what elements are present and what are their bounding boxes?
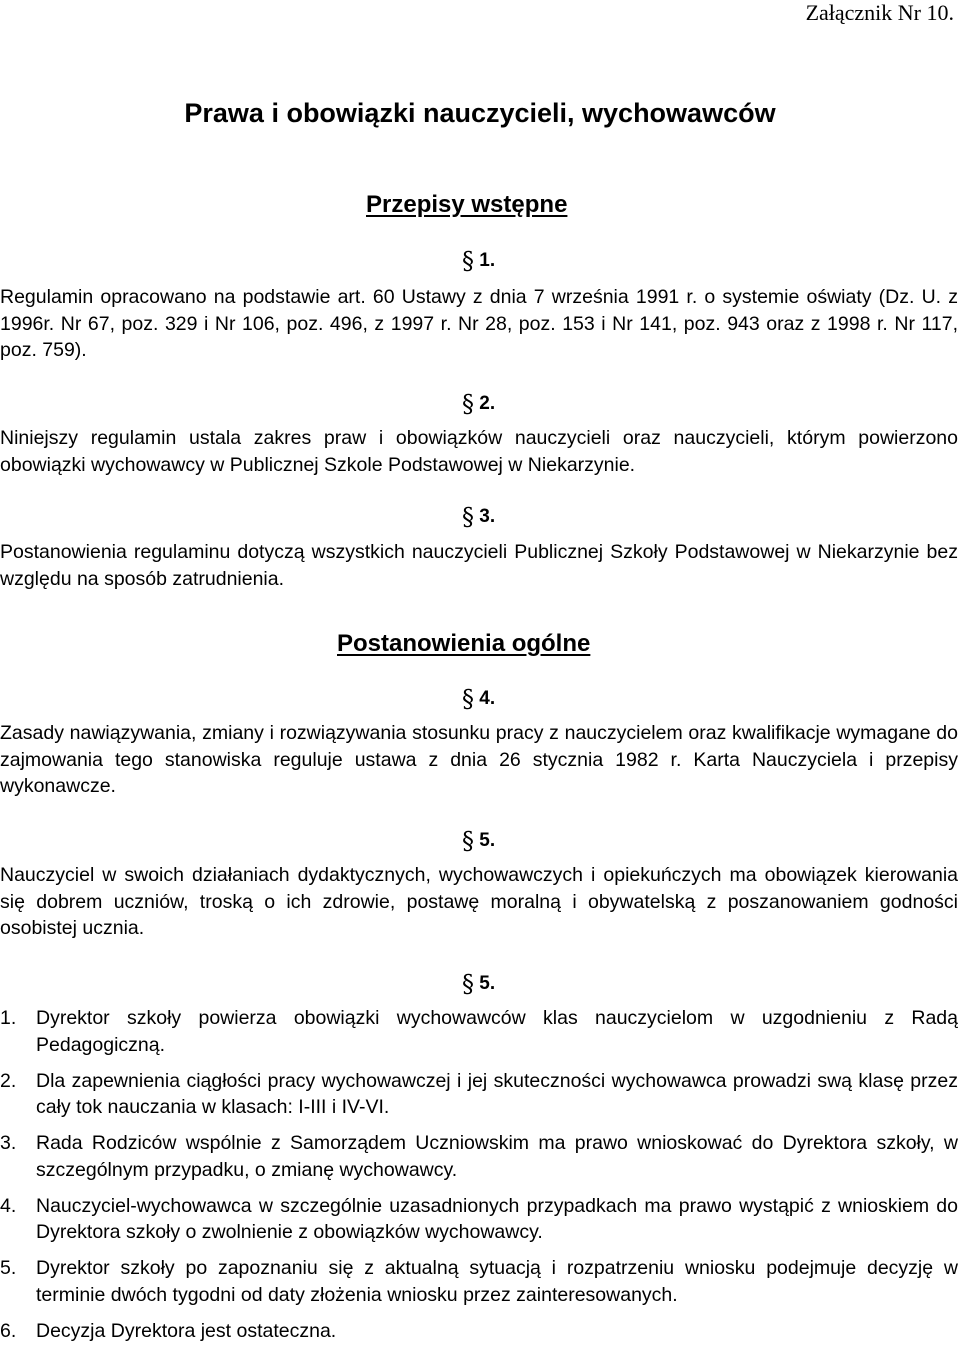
list-item-text: Rada Rodziców wspólnie z Samorządem Uczniowskim ma prawo wnioskować do Dyrektora szkoły, w szczególnym przypadku, o zmianę wychowawcy. — [36, 1132, 958, 1181]
paragraph-number: 1. — [479, 250, 496, 271]
list-item — [0, 1130, 958, 1183]
section-heading-general: Postanowienia ogólne — [337, 630, 591, 657]
list-item-text: Decyzja Dyrektora jest ostateczna. — [36, 1319, 337, 1342]
section-symbol: § — [462, 247, 474, 275]
paragraph-5-text: Nauczyciel w swoich działaniach dydaktycznych, wychowawczych i opiekuńczych ma obowiązek kierowania się dobrem uczniów, troską o ich zdrowie, postawę moralną i obywatelską z poszanowaniem godności osobistej ucznia. — [0, 864, 958, 939]
list-item — [0, 1255, 958, 1308]
list-item-text: Nauczyciel-wychowawca w szczególnie uzasadnionych przypadkach ma prawo wystąpić z wnioskiem do Dyrektora szkoły o zwolnienie z obowiązków wychowawcy. — [36, 1194, 958, 1243]
paragraph-4-text: Zasady nawiązywania, zmiany i rozwiązywania stosunku pracy z nauczycielem oraz kwalifikacje wymagane do zajmowania tego stanowiska reguluje ustawa z dnia 26 stycznia 1982 r. Karta Nauczyciela i przepisy wykonawcze. — [0, 722, 958, 797]
list-item-number: 6. — [0, 1319, 17, 1342]
section-symbol: § — [462, 970, 474, 998]
list-item-text: Dla zapewnienia ciągłości pracy wychowawczej i jej skuteczności wychowawca prowadzi swą klasę przez cały tok nauczania w klasach: I-III i IV-VI. — [36, 1069, 958, 1118]
paragraph-number: 2. — [479, 393, 496, 414]
paragraph-1-mark — [462, 247, 496, 275]
list-item-text: Dyrektor szkoły powierza obowiązki wychowawców klas nauczycielom w uzgodnieniu z Radą Pedagogiczną. — [36, 1007, 958, 1056]
paragraph-3-text: Postanowienia regulaminu dotyczą wszystkich nauczycieli Publicznej Szkoły Podstawowej w Niekarzynie bez względu na sposób zatrudnienia. — [0, 541, 958, 590]
section-heading-intro: Przepisy wstępne — [366, 191, 568, 218]
list-item-number: 3. — [0, 1132, 17, 1154]
paragraph-5-mark — [462, 827, 496, 855]
paragraph-2-mark — [462, 390, 496, 418]
numbered-list — [0, 1005, 958, 1354]
section-symbol: § — [462, 503, 474, 531]
paragraph-number: 5. — [479, 973, 496, 994]
paragraph-6-mark — [462, 970, 496, 998]
list-item — [0, 1068, 958, 1121]
annex-label: Załącznik Nr 10. — [805, 0, 954, 25]
paragraph-number: 5. — [479, 830, 496, 851]
paragraph-2-text: Niniejszy regulamin ustala zakres praw i obowiązków nauczycieli oraz nauczycieli, którym powierzono obowiązki wychowawcy w Publicznej Szkole Podstawowej w Niekarzynie. — [0, 427, 958, 476]
list-item — [0, 1005, 958, 1058]
paragraph-3-mark — [462, 503, 496, 531]
list-item — [0, 1193, 958, 1246]
paragraph-1-text: Regulamin opracowano na podstawie art. 60 Ustawy z dnia 7 września 1991 r. o systemie oświaty (Dz. U. z 1996r. Nr 67, poz. 329 i Nr 106, poz. 496, z 1997 r. Nr 28, poz. 153 i Nr 141, poz. 943 oraz z 1998 r. Nr 117, poz. 759). — [0, 286, 958, 361]
list-item-number: 4. — [0, 1194, 17, 1217]
list-item-number: 5. — [0, 1257, 17, 1279]
section-symbol: § — [462, 685, 474, 713]
section-symbol: § — [462, 827, 474, 855]
list-item — [0, 1318, 958, 1345]
list-item-text: Dyrektor szkoły po zapoznaniu się z aktualną sytuacją i rozpatrzeniu wniosku podejmuje decyzję w terminie dwóch tygodni od daty złożenia wniosku przez zainteresowanych. — [36, 1257, 958, 1306]
paragraph-4-mark — [462, 685, 496, 713]
document-title: Prawa i obowiązki nauczycieli, wychowawców — [184, 98, 776, 128]
paragraph-number: 3. — [479, 506, 496, 527]
paragraph-number: 4. — [479, 688, 496, 709]
list-item-number: 2. — [0, 1069, 17, 1092]
list-item-number: 1. — [0, 1007, 17, 1029]
section-symbol: § — [462, 390, 474, 418]
